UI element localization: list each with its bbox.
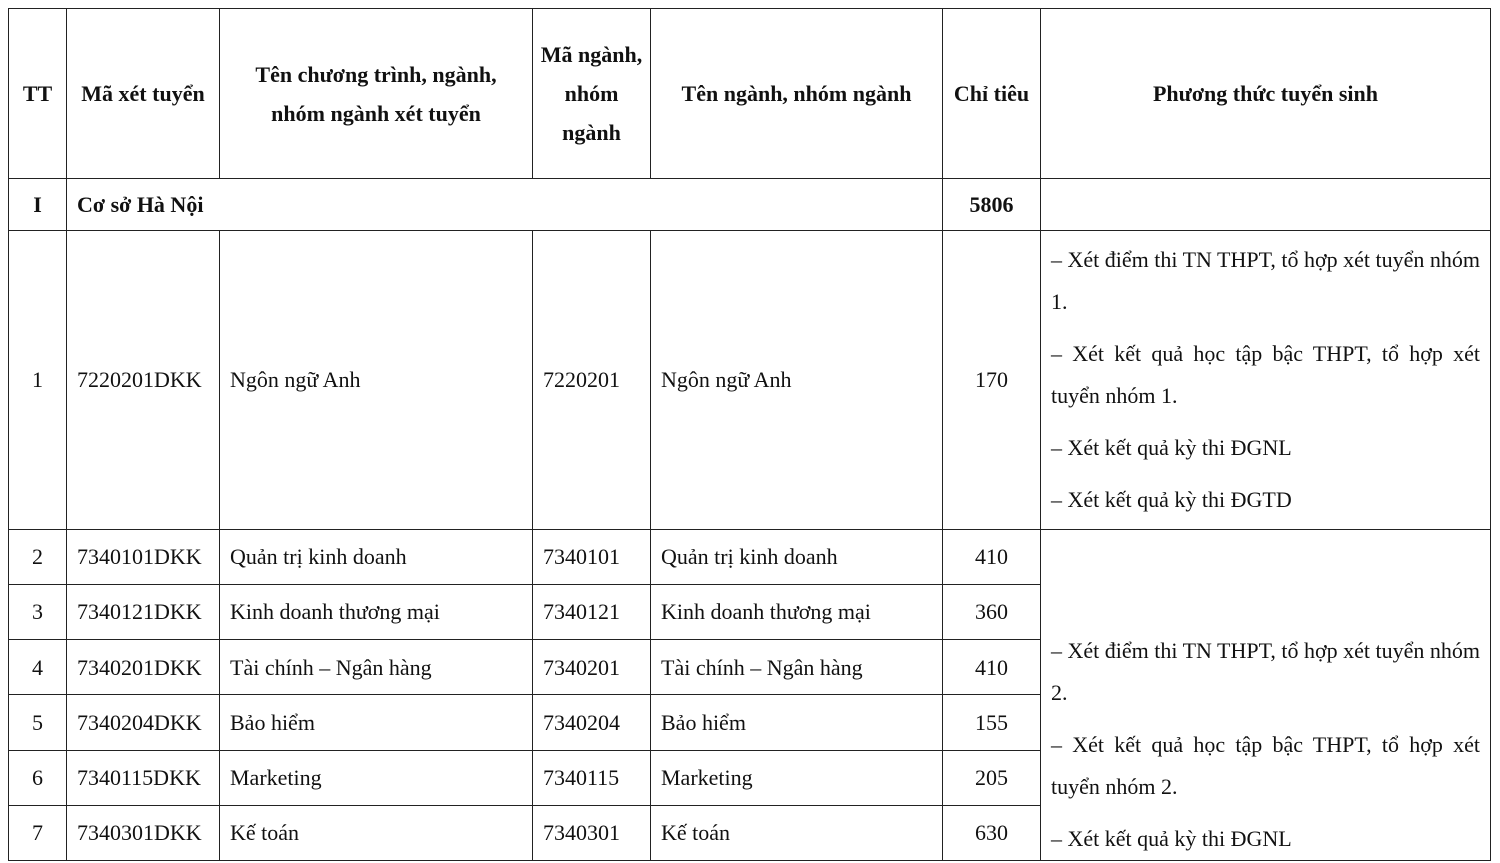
cell-ten-nganh: Kinh doanh thương mại [651, 585, 943, 640]
cell-ten-nganh: Ngôn ngữ Anh [651, 231, 943, 530]
cell-ma-nganh: 7340101 [533, 530, 651, 585]
cell-ma-nganh: 7340201 [533, 640, 651, 695]
cell-ma-xet-tuyen: 7340101DKK [67, 530, 220, 585]
cell-ma-xet-tuyen: 7340204DKK [67, 695, 220, 750]
header-tt: TT [9, 9, 67, 179]
cell-tt: 3 [9, 585, 67, 640]
cell-ten-nganh: Tài chính – Ngân hàng [651, 640, 943, 695]
cell-ma-xet-tuyen: 7340201DKK [67, 640, 220, 695]
cell-ten-chuong-trinh: Quản trị kinh doanh [220, 530, 533, 585]
cell-tt: 1 [9, 231, 67, 530]
cell-ma-xet-tuyen: 7340115DKK [67, 750, 220, 805]
header-chi-tieu: Chỉ tiêu [943, 9, 1041, 179]
cell-ten-nganh: Marketing [651, 750, 943, 805]
section-empty-cell [1041, 179, 1491, 231]
cell-ma-nganh: 7220201 [533, 231, 651, 530]
cell-chi-tieu: 155 [943, 695, 1041, 750]
cell-phuong-thuc-group2 [1041, 530, 1491, 861]
method-item: – Xét kết quả kỳ thi ĐGTD [1051, 487, 1292, 512]
cell-tt: 6 [9, 750, 67, 805]
admission-table [8, 8, 1491, 861]
header-ten-nganh: Tên ngành, nhóm ngành [651, 9, 943, 179]
cell-ma-xet-tuyen: 7220201DKK [67, 231, 220, 530]
cell-chi-tieu: 170 [943, 231, 1041, 530]
cell-ma-xet-tuyen: 7340121DKK [67, 585, 220, 640]
cell-chi-tieu: 360 [943, 585, 1041, 640]
section-tt: I [9, 179, 67, 231]
cell-ten-chuong-trinh: Ngôn ngữ Anh [220, 231, 533, 530]
cell-phuong-thuc-group1 [1041, 231, 1491, 530]
cell-ten-chuong-trinh: Marketing [220, 750, 533, 805]
method-item: – Xét kết quả học tập bậc THPT, tổ hợp xét tuyển nhóm 1. [1051, 341, 1480, 408]
cell-chi-tieu: 410 [943, 640, 1041, 695]
header-phuong-thuc: Phương thức tuyển sinh [1041, 9, 1491, 179]
cell-chi-tieu: 630 [943, 805, 1041, 860]
header-ten-chuong-trinh: Tên chương trình, ngành, nhóm ngành xét tuyển [220, 9, 533, 179]
cell-ma-nganh: 7340115 [533, 750, 651, 805]
method-item: – Xét kết quả kỳ thi ĐGNL [1051, 435, 1292, 460]
cell-ten-chuong-trinh: Bảo hiểm [220, 695, 533, 750]
cell-ten-chuong-trinh: Tài chính – Ngân hàng [220, 640, 533, 695]
method-item: – Xét kết quả kỳ thi ĐGNL [1051, 826, 1292, 851]
cell-chi-tieu: 205 [943, 750, 1041, 805]
cell-ma-nganh: 7340204 [533, 695, 651, 750]
header-ma-nganh: Mã ngành, nhóm ngành [533, 9, 651, 179]
cell-ma-xet-tuyen: 7340301DKK [67, 805, 220, 860]
section-row [9, 179, 1491, 231]
header-ma-xet-tuyen: Mã xét tuyển [67, 9, 220, 179]
cell-tt: 4 [9, 640, 67, 695]
cell-ten-nganh: Quản trị kinh doanh [651, 530, 943, 585]
method-item: – Xét điểm thi TN THPT, tổ hợp xét tuyển nhóm 2. [1051, 638, 1480, 705]
cell-ten-chuong-trinh: Kế toán [220, 805, 533, 860]
cell-ma-nganh: 7340301 [533, 805, 651, 860]
cell-tt: 5 [9, 695, 67, 750]
method-item: – Xét kết quả học tập bậc THPT, tổ hợp xét tuyển nhóm 2. [1051, 732, 1480, 799]
cell-ten-chuong-trinh: Kinh doanh thương mại [220, 585, 533, 640]
cell-tt: 2 [9, 530, 67, 585]
table-row [9, 231, 1491, 530]
cell-ten-nganh: Bảo hiểm [651, 695, 943, 750]
cell-tt: 7 [9, 805, 67, 860]
cell-ma-nganh: 7340121 [533, 585, 651, 640]
cell-ten-nganh: Kế toán [651, 805, 943, 860]
header-row [9, 9, 1491, 179]
section-name: Cơ sở Hà Nội [67, 179, 943, 231]
method-item: – Xét điểm thi TN THPT, tổ hợp xét tuyển nhóm 1. [1051, 247, 1480, 314]
section-chi-tieu: 5806 [943, 179, 1041, 231]
cell-chi-tieu: 410 [943, 530, 1041, 585]
table-row [9, 530, 1491, 585]
